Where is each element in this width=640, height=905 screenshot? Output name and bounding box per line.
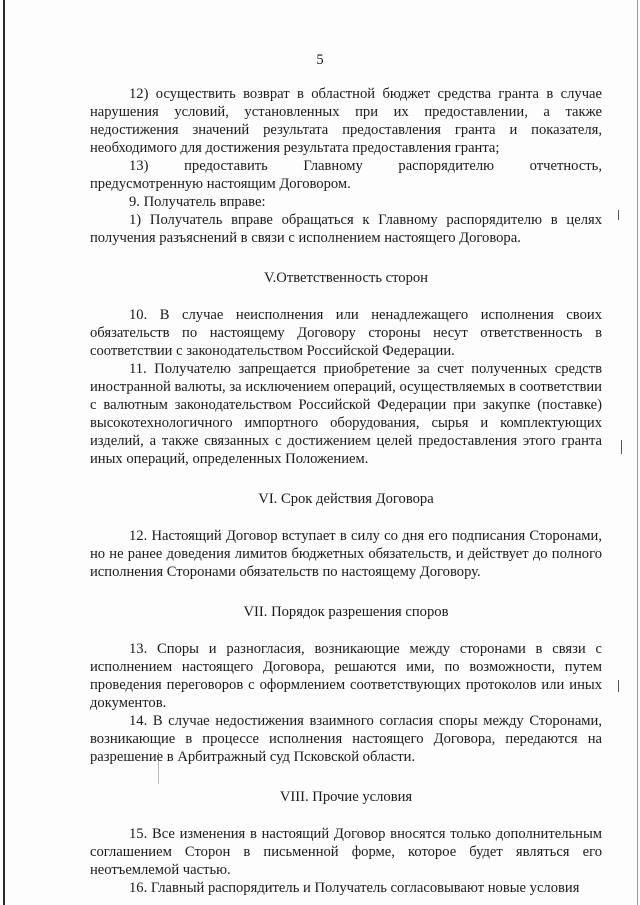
scan-edge-left [3, 0, 5, 905]
paragraph-13-disputes: 13. Споры и разногласия, возникающие между сторонами в связи с исполнением настоящего Договора, решаются ими, по возможности, путем проведения переговоров с оформлением соответствующих протоколов или иных документов. [90, 641, 602, 711]
paragraph-9-rights: 9. Получатель вправе: [129, 194, 266, 210]
paragraph-10: 10. В случае неисполнения или ненадлежащего исполнения своих обязательств по настоящему Договору стороны несут ответственность в соответствии с законодательством Российской Федерации. [90, 307, 602, 359]
section-heading-vii: VII. Порядок разрешения споров [243, 604, 449, 620]
section-heading-vi: VI. Срок действия Договора [258, 491, 434, 507]
paragraph-16: 16. Главный распорядитель и Получатель согласовывают новые условия [129, 880, 580, 896]
section-heading-v: V.Ответственность сторон [263, 270, 428, 286]
section-heading-viii: VIII. Прочие условия [279, 789, 413, 805]
page-number: 5 [316, 52, 324, 68]
paragraph-11: 11. Получателю запрещается приобретение за счет полученных средств иностранной валюты, за исключением операций, осуществляемых в соответствии с валютным законодательством Российской Федерации при закупке (поставке) высокотехнологичного импортного оборудования, сырья и комплектующих изделий, а также связанных с достижением целей предоставления этого гранта иных операций, определенных Положением. [90, 361, 602, 467]
paragraph-9-1: 1) Получатель вправе обращаться к Главному распорядителю в целях получения разъяснений в связи с исполнением настоящего Договора. [90, 212, 602, 246]
paragraph-12-term: 12. Настоящий Договор вступает в силу со дня его подписания Сторонами, но не ранее доведения лимитов бюджетных обязательств, и действует до полного исполнения Сторонами обязательств по настоящему Договору. [90, 528, 602, 580]
scan-speck [618, 210, 619, 220]
paragraph-13-report-continued: предусмотренную настоящим Договором. [90, 176, 351, 192]
scan-speck [618, 680, 619, 692]
scan-edge-right [637, 0, 638, 905]
scan-speck [621, 440, 622, 454]
document-body [90, 85, 602, 897]
paragraph-15: 15. Все изменения в настоящий Договор вносятся только дополнительным соглашением Сторон в письменной форме, которое будет являться его неотъемлемой частью. [90, 826, 602, 878]
paragraph-14: 14. В случае недостижения взаимного согласия споры между Сторонами, возникающие в процессе исполнения настоящего Договора, передаются на разрешение в Арбитражный суд Псковской области. [90, 713, 602, 765]
paragraph-12-refund: 12) осуществить возврат в областной бюджет средства гранта в случае нарушения условий, установленных при их предоставлении, а также недостижения значений результата предоставления гранта и показателя, необходимого для достижения результата предоставления гранта; [90, 86, 602, 156]
paragraph-13-report: 13) предоставить Главному распорядителю отчетность, [129, 158, 602, 174]
